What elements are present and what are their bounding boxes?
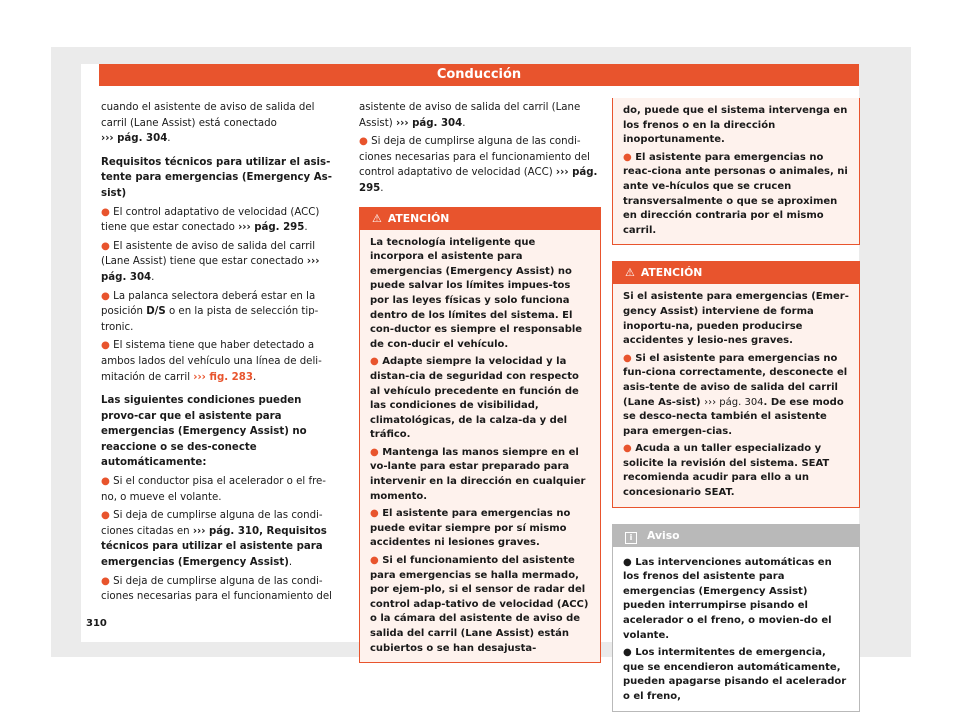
section-header: Conducción <box>99 64 859 86</box>
warning-item: ● Acuda a un taller especializado y solicite la revisión del sistema. SEAT recomienda acudir para ello a un concesionario SEAT. <box>623 443 830 499</box>
continued-paragraph: asistente de aviso de salida del carril (Lane Assist) ››› pág. 304. <box>359 102 581 129</box>
page-reference-link[interactable]: ››› pág. 295 <box>238 222 305 234</box>
warning-header: ⚠ ATENCIÓN <box>613 262 859 284</box>
list-item: ● Si deja de cumplirse alguna de las condi-ciones citadas en ››› pág. 310, Requisitos técnicos para utilizar el asistente para emergencias (Emergency Assist). <box>101 510 327 569</box>
warning-item: ● Si el funcionamiento del asistente para emergencias se halla mermado, por ejem-plo, si el sensor de radar del control adap-tativo de velocidad (ACC) o la cámara del asistente de aviso de salida del carril (Lane Assist) están cubiertos o se han desajusta- <box>370 555 589 654</box>
warning-triangle-icon: ⚠ <box>372 211 382 225</box>
list-item: ● Si deja de cumplirse alguna de las condi-ciones necesarias para el funcionamiento del <box>101 575 332 603</box>
warning-item: ● Adapte siempre la velocidad y la distan-cia de seguridad con respecto al vehículo precedente en función de las condiciones de visibilidad, climatológicas, de la calza-da y del tráfico. <box>370 356 579 441</box>
note-item: ● Las intervenciones automáticas en los frenos del asistente para emergencias (Emergency Assist) pueden interrumpirse pisando el acelerador o el freno, o movien-do el volante. <box>623 556 832 641</box>
page-reference-link[interactable]: ››› pág. 304 <box>704 396 764 408</box>
warning-header: ⚠ ATENCIÓN <box>360 208 600 230</box>
bullet-dot-icon: ● <box>623 443 632 455</box>
bullet-dot-icon: ● <box>101 575 110 587</box>
conditions-list <box>101 474 341 605</box>
warning-triangle-icon: ⚠ <box>625 266 635 280</box>
bullet-dot-icon: ● <box>101 240 110 252</box>
requirements-list <box>101 205 341 386</box>
warning-box <box>612 261 860 507</box>
section-heading: Requisitos técnicos para utilizar el asis-tente para emergencias (Emergency As-sist) <box>101 156 332 199</box>
intro-paragraph: cuando el asistente de aviso de salida del carril (Lane Assist) está conectado ››› pág. 304. <box>101 102 315 145</box>
warning-body <box>613 284 859 506</box>
warning-box <box>359 207 601 664</box>
intro-text: cuando el asistente de aviso de salida del carril (Lane Assist) está conectado <box>101 102 315 129</box>
list-item: ● El sistema tiene que haber detectado a ambos lados del vehículo una línea de deli-mitación de carril ››› fig. 283. <box>101 340 322 383</box>
info-square-icon: i <box>625 532 637 544</box>
bullet-dot-icon: ● <box>623 556 632 568</box>
warning-intro: Si el asistente para emergencias (Emer-gency Assist) interviene de forma inoportu-na, pueden producirse accidentes y lesio-nes graves. <box>623 291 849 347</box>
column-1 <box>101 100 341 605</box>
note-item: ● Los intermitentes de emergencia, que se encendieron automáticamente, pueden apagarse pisando el acelerador o el freno, <box>623 647 847 702</box>
page-reference-link[interactable]: ››› pág. 295 <box>359 167 598 194</box>
column-3 <box>612 98 860 712</box>
warning-intro: La tecnología inteligente que incorpora el asistente para emergencias (Emergency Assist) no puede salvar los límites impues-tos por las leyes físicas y solo funciona dentro de los límites del sistema. El con-ductor es siempre el responsable de con-ducir el vehículo. <box>370 236 583 350</box>
bullet-dot-icon: ● <box>370 555 379 567</box>
note-box <box>612 524 860 712</box>
note-body <box>613 547 859 711</box>
list-item: ● La palanca selectora deberá estar en la posición D/S o en la pista de selección tip-tronic. <box>101 290 319 333</box>
section-heading: Las siguientes condiciones pueden provo-car que el asistente para emergencias (Emergency Assist) no reaccione o se des-conecte automáticamente: <box>101 395 307 469</box>
warning-item: ● Mantenga las manos siempre en el vo-lante para estar preparado para intervenir en la dirección en cualquier momento. <box>370 446 586 502</box>
list-item: ● El asistente de aviso de salida del carril (Lane Assist) tiene que estar conectado ››› pág. 304. <box>101 240 320 283</box>
bullet-dot-icon: ● <box>370 446 379 458</box>
warning-item: ● El asistente para emergencias no reac-ciona ante personas o animales, ni ante ve-hículos que se crucen transversalmente o que se aproximen en dirección contraria por el mismo carril. <box>623 151 848 236</box>
bullet-dot-icon: ● <box>101 340 110 352</box>
warning-body <box>360 230 600 663</box>
note-header: i Aviso <box>613 525 859 547</box>
list-item: ● El control adaptativo de velocidad (ACC) tiene que estar conectado ››› pág. 295. <box>101 206 320 234</box>
bullet-dot-icon: ● <box>370 508 379 520</box>
list-item: ● Si deja de cumplirse alguna de las condi-ciones necesarias para el funcionamiento del control adaptativo de velocidad (ACC) ››› pág. 295. <box>359 136 598 194</box>
page-reference-link[interactable]: ››› pág. 304 <box>101 256 320 283</box>
warning-item: ● Si el asistente para emergencias no fun-ciona correctamente, desconecte el asis-tente de aviso de salida del carril (Lane As-sist) ››› pág. 304. De ese modo se desco-necta también el asistente para emergen-cias. <box>623 352 848 437</box>
bullet-dot-icon: ● <box>101 290 110 302</box>
page-reference-link[interactable]: ››› pág. 304 <box>395 117 463 129</box>
bullet-dot-icon: ● <box>101 510 110 522</box>
selector-position: D/S <box>146 306 166 318</box>
warning-box-continued <box>612 98 860 245</box>
warning-text: do, puede que el sistema intervenga en los frenos o en la dirección inoportunamente. <box>623 105 848 146</box>
figure-reference-link[interactable]: ››› fig. 283 <box>193 371 253 383</box>
bullet-dot-icon: ● <box>359 136 368 148</box>
bullet-dot-icon: ● <box>623 647 632 659</box>
page-number: 310 <box>86 618 107 629</box>
warning-item: ● El asistente para emergencias no puede evitar siempre por sí mismo accidentes ni lesiones graves. <box>370 508 571 549</box>
warning-body <box>613 98 859 244</box>
bullet-dot-icon: ● <box>101 476 110 488</box>
bullet-dot-icon: ● <box>370 356 379 368</box>
bullet-dot-icon: ● <box>623 352 632 364</box>
list-item: ● Si el conductor pisa el acelerador o el fre-no, o mueve el volante. <box>101 476 326 503</box>
column-2 <box>359 100 601 663</box>
page-reference-link[interactable]: ››› pág. 304 <box>101 133 168 145</box>
bullet-dot-icon: ● <box>101 206 110 218</box>
page-reference-link[interactable]: ››› pág. 310, Requisitos técnicos para utilizar el asistente para emergencias (Emergency Assist) <box>101 525 327 569</box>
bullet-dot-icon: ● <box>623 151 632 163</box>
